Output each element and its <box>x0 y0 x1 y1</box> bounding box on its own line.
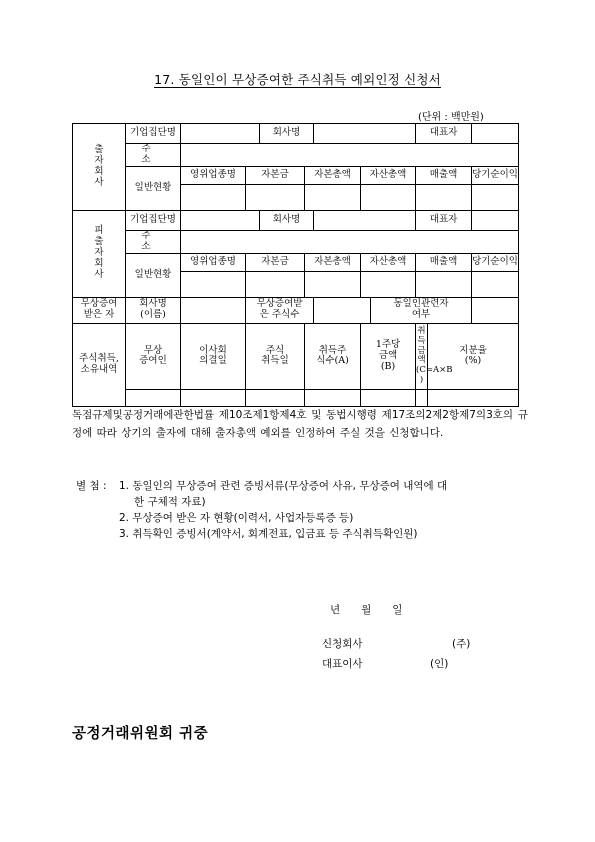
acq-amount-field[interactable] <box>416 390 428 407</box>
group-name-label: 기업집단명 <box>126 124 181 144</box>
status-col-sales: 매출액 <box>416 166 472 184</box>
unit-label: (단위 : 백만원) <box>418 112 484 123</box>
donee-total-capital-field[interactable] <box>305 271 361 297</box>
general-status-label: 일반현황 <box>126 253 181 297</box>
recipient-authority: 공정거래위원회 귀중 <box>72 726 209 742</box>
acq-col-donor: 무상 증여인 <box>126 323 181 390</box>
status-col-sales: 매출액 <box>416 253 472 271</box>
recipient-name-field[interactable] <box>181 297 246 323</box>
status-col-net-income: 당기순이익 <box>472 166 519 184</box>
donor-company-label: 출 자 회 사 <box>73 124 126 211</box>
group-name-label: 기업집단명 <box>126 210 181 230</box>
acq-col-share-count: 취득주 식수(A) <box>305 323 361 390</box>
shares-received-field[interactable] <box>314 297 371 323</box>
status-col-total-capital: 자본총액 <box>305 253 361 271</box>
general-status-label: 일반현황 <box>126 166 181 210</box>
status-col-business: 영위업종명 <box>181 166 246 184</box>
address-label: 주 소 <box>126 144 181 167</box>
donor-total-assets-field[interactable] <box>361 184 416 210</box>
representative-director-label: 대표이사 <box>322 658 363 670</box>
attachment-item-1: 1. 동일인의 무상증여 관련 증빙서류(무상증여 사유, 무상증여 내역에 대 <box>119 480 448 492</box>
applicant-company-label: 신청회사 <box>322 638 363 650</box>
status-col-capital: 자본금 <box>246 253 305 271</box>
application-form-table <box>72 123 519 407</box>
donor-address-field[interactable] <box>181 144 519 167</box>
company-name-label: 회사명 <box>260 124 314 144</box>
acq-board-date-field[interactable] <box>181 390 246 407</box>
donee-company-name-field[interactable] <box>314 210 416 230</box>
related-party-field[interactable] <box>472 297 519 323</box>
attachments-label: 별 첨 : <box>76 480 107 492</box>
status-col-total-capital: 자본총액 <box>305 166 361 184</box>
status-col-net-income: 당기순이익 <box>472 253 519 271</box>
attachment-item-1-cont: 한 구체적 자료) <box>134 496 206 508</box>
donee-sales-field[interactable] <box>416 271 472 297</box>
donee-business-field[interactable] <box>181 271 246 297</box>
applicant-company-mark: (주) <box>452 638 471 650</box>
acq-donor-field[interactable] <box>126 390 181 407</box>
status-col-total-assets: 자산총액 <box>361 166 416 184</box>
date-line: 년 월 일 <box>330 604 403 616</box>
acq-col-stake-ratio: 지분율 (%) <box>428 323 519 390</box>
acq-stake-field[interactable] <box>428 390 519 407</box>
representative-label: 대표자 <box>416 210 472 230</box>
seal-mark: (인) <box>430 658 449 670</box>
application-statement: 독점규제및공정거래에관한법률 제10조제1항제4호 및 동법시행령 제17조의2제2항제7의3호의 규정에 따라 상기의 출자에 대해 출자총액 예외를 인정하여 주실 것을 신청합니다. <box>72 409 528 439</box>
acq-col-acquired-date: 주식 취득일 <box>246 323 305 390</box>
donee-capital-field[interactable] <box>246 271 305 297</box>
shares-received-label: 무상증여받 은 주식수 <box>246 297 314 323</box>
attachment-item-3: 3. 취득확인 증빙서(계약서, 회계전표, 입금표 등 주식취득확인원) <box>119 528 418 540</box>
recipient-name-label: 회사명 (이름) <box>126 297 181 323</box>
status-col-capital: 자본금 <box>246 166 305 184</box>
status-col-total-assets: 자산총액 <box>361 253 416 271</box>
acq-col-amount: 취득금액 (C=A×B ) <box>416 323 428 390</box>
donee-total-assets-field[interactable] <box>361 271 416 297</box>
page-title: 17. 동일인이 무상증여한 주식취득 예외인정 신청서 <box>154 72 441 87</box>
donee-group-name-field[interactable] <box>181 210 260 230</box>
donee-net-income-field[interactable] <box>472 271 519 297</box>
donor-company-name-field[interactable] <box>314 124 416 144</box>
acq-col-board-date: 이사회 의결일 <box>181 323 246 390</box>
acquisition-label: 주식취득, 소유내역 <box>73 323 126 407</box>
donor-capital-field[interactable] <box>246 184 305 210</box>
acq-price-field[interactable] <box>361 390 416 407</box>
donee-company-label: 피 출 자 회 사 <box>73 210 126 297</box>
donor-group-name-field[interactable] <box>181 124 260 144</box>
donor-total-capital-field[interactable] <box>305 184 361 210</box>
representative-label: 대표자 <box>416 124 472 144</box>
donor-representative-field[interactable] <box>472 124 519 144</box>
company-name-label: 회사명 <box>260 210 314 230</box>
attachment-item-2: 2. 무상증여 받은 자 현황(이력서, 사업자등록증 등) <box>119 512 354 524</box>
recipient-label: 무상증여 받은 자 <box>73 297 126 323</box>
donor-sales-field[interactable] <box>416 184 472 210</box>
acq-share-count-field[interactable] <box>305 390 361 407</box>
status-col-business: 영위업종명 <box>181 253 246 271</box>
acq-acquired-date-field[interactable] <box>246 390 305 407</box>
address-label: 주 소 <box>126 230 181 253</box>
related-party-label: 동일인관련자 여부 <box>371 297 472 323</box>
donee-representative-field[interactable] <box>472 210 519 230</box>
donor-net-income-field[interactable] <box>472 184 519 210</box>
donor-business-field[interactable] <box>181 184 246 210</box>
acq-col-price-per-share: 1주당 금액 (B) <box>361 323 416 390</box>
donee-address-field[interactable] <box>181 230 519 253</box>
